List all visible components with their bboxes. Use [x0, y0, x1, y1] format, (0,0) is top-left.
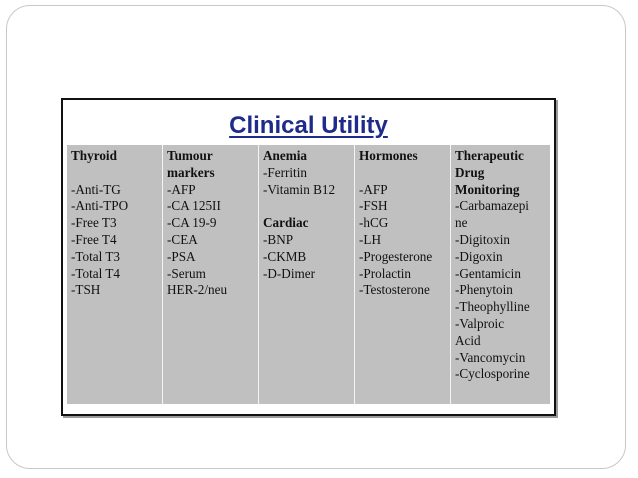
table-cell-item: -CKMB [263, 248, 307, 264]
table-column-thyroid [67, 145, 163, 404]
column-header: Drug [455, 164, 485, 180]
table-cell-item: -LH [359, 231, 381, 247]
column-header: markers [167, 164, 215, 180]
column-header: Therapeutic [455, 148, 524, 163]
table-cell-item: -Anti-TPO [71, 198, 129, 214]
column-header: Monitoring [455, 181, 520, 197]
column-header: Cardiac [263, 215, 309, 231]
table-cell-item: -CA 125II [167, 198, 221, 214]
table-cell-item: -hCG [359, 215, 389, 231]
table-cell-item: -Testosterone [359, 282, 430, 298]
header-gap [359, 165, 446, 182]
figure-title [63, 112, 554, 140]
column-header: Thyroid [71, 148, 117, 163]
figure-title-text: Clinical Utility [229, 112, 388, 139]
table-cell-item: -PSA [167, 248, 196, 264]
table-column-therapeutic-drug-monitoring [451, 145, 550, 404]
table-cell-item: -Carbamazepi [455, 198, 529, 214]
clinical-utility-table [67, 145, 550, 404]
table-cell-item: -Valproic [455, 315, 505, 331]
section-gap [263, 198, 350, 215]
table-cell-item: ne [455, 215, 468, 231]
column-header: Hormones [359, 148, 418, 163]
table-cell-item: -Digoxin [455, 248, 503, 264]
table-cell-item: -CEA [167, 231, 198, 247]
table-cell-item: -Total T4 [71, 265, 121, 281]
table-cell-item: -Vancomycin [455, 349, 526, 365]
table-cell-item: -Serum [167, 265, 206, 281]
table-cell-item: -Ferritin [263, 164, 307, 180]
table-cell-item: -BNP [263, 231, 294, 247]
table-cell-item: -Progesterone [359, 248, 433, 264]
column-header: Anemia [263, 148, 307, 163]
table-column-tumour-markers [163, 145, 259, 404]
table-cell-item: -D-Dimer [263, 265, 315, 281]
table-cell-item: HER-2/neu [167, 282, 228, 298]
table-column-hormones [355, 145, 451, 404]
table-cell-item: -AFP [167, 181, 196, 197]
column-header: Tumour [167, 148, 213, 163]
table-cell-item: Acid [455, 332, 481, 348]
table-cell-item: -Free T3 [71, 215, 117, 231]
table-cell-item: -Theophylline [455, 299, 530, 315]
clinical-utility-figure [61, 98, 556, 416]
header-gap [71, 165, 158, 182]
table-cell-item: -Gentamicin [455, 265, 521, 281]
table-cell-item: -AFP [359, 181, 388, 197]
table-cell-item: -CA 19-9 [167, 215, 217, 231]
table-cell-item: -Digitoxin [455, 231, 510, 247]
table-cell-item: -Anti-TG [71, 181, 121, 197]
table-column-anemia-cardiac [259, 145, 355, 404]
table-cell-item: -Prolactin [359, 265, 412, 281]
table-cell-item: -Phenytoin [455, 282, 513, 298]
table-cell-item: -FSH [359, 198, 388, 214]
table-cell-item: -Total T3 [71, 248, 121, 264]
table-cell-item: -Vitamin B12 [263, 181, 336, 197]
table-cell-item: -Cyclosporine [455, 366, 530, 382]
table-cell-item: -TSH [71, 282, 101, 298]
table-cell-item: -Free T4 [71, 231, 117, 247]
